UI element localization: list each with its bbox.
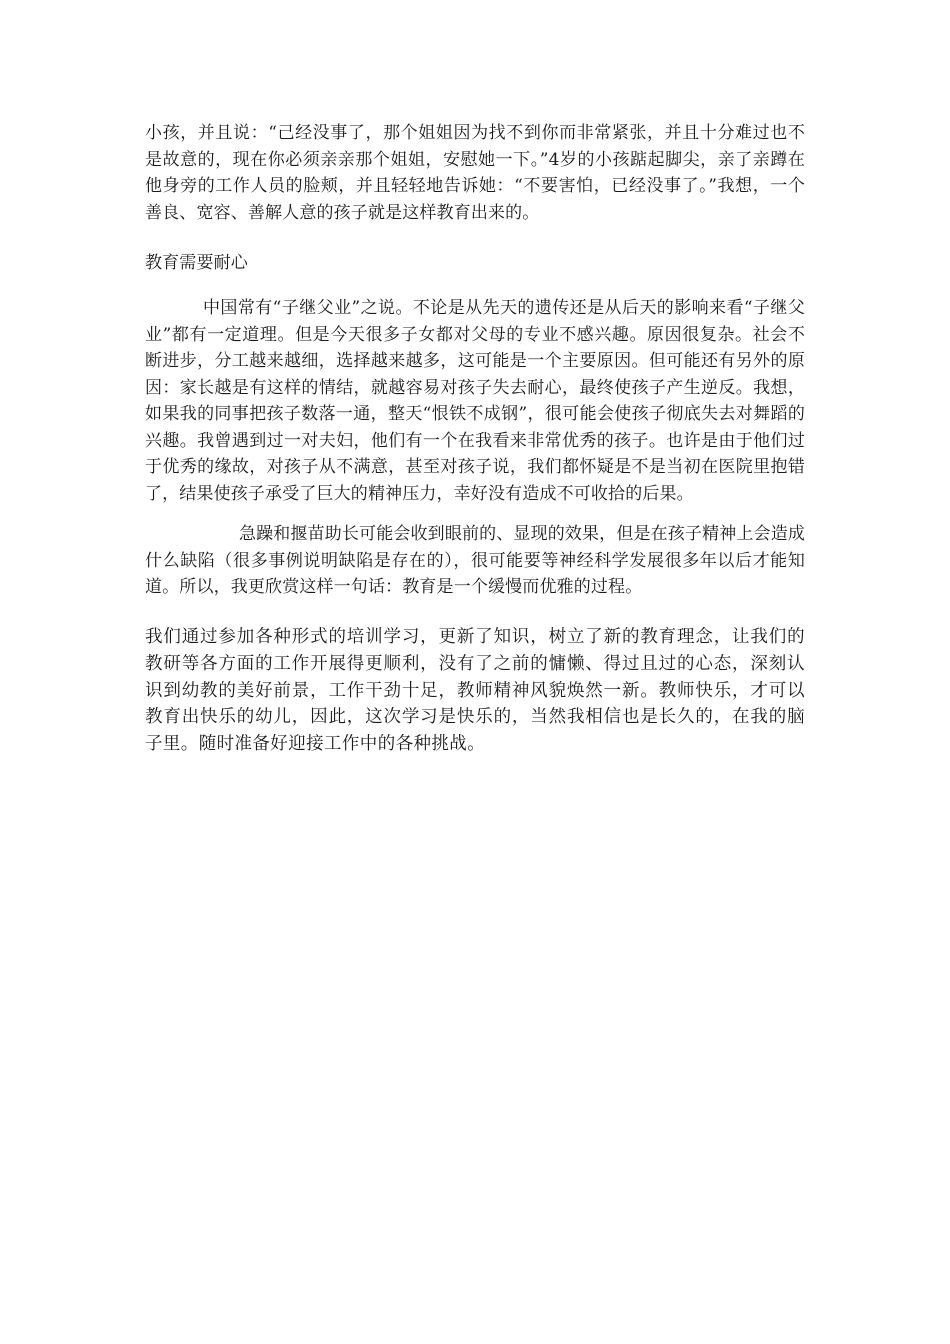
paragraph-story-ending: 小孩，并且说：“己经没事了，那个姐姐因为找不到你而非常紧张，并且十分难过也不是故意的，现在你必须亲亲那个姐姐，安慰她一下。”4岁的小孩踮起脚尖，亲了亲蹲在他身旁的工作人员的脸颊，并且轻轻地告诉她：“不要害怕，已经没事了。”我想，一个善良、宽容、善解人意的孩子就是这样教育出来的。	[145, 123, 805, 223]
paragraph-slow-education: 急躁和揠苗助长可能会收到眼前的、显现的效果，但是在孩子精神上会造成什么缺陷（很多事例说明缺陷是存在的），很可能要等神经科学发展很多年以后才能知道。所以，我更欣赏这样一句话：教育是一个缓慢而优雅的过程。	[145, 524, 805, 597]
paragraph-training-summary: 我们通过参加各种形式的培训学习，更新了知识，树立了新的教育理念，让我们的教研等各方面的工作开展得更顺利，没有了之前的慵懒、得过且过的心态，深刻认识到幼教的美好前景，工作干劲十足，教师精神风貌焕然一新。教师快乐，才可以教育出快乐的幼儿，因此，这次学习是快乐的，当然我相信也是长久的，在我的脑子里。随时准备好迎接工作中的各种挑战。	[145, 627, 805, 755]
paragraph-patience: 中国常有“子继父业”之说。不论是从先天的遗传还是从后天的影响来看“子继父业”都有一定道理。但是今天很多子女都对父母的专业不感兴趣。原因很复杂。社会不断进步，分工越来越细，选择越来越多，这可能是一个主要原因。但可能还有另外的原因：家长越是有这样的情结，就越容易对孩子失去耐心，最终使孩子产生逆反。我想，如果我的同事把孩子数落一通，整天“恨铁不成钢”，很可能会使孩子彻底失去对舞蹈的兴趣。我曾遇到过一对夫妇，他们有一个在我看来非常优秀的孩子。也许是由于他们过于优秀的缘故，对孩子从不满意，甚至对孩子说，我们都怀疑是不是当初在医院里抱错了，结果使孩子承受了巨大的精神压力，幸好没有造成不可收拾的后果。	[145, 298, 805, 504]
section-heading: 教育需要耐心	[145, 253, 248, 273]
